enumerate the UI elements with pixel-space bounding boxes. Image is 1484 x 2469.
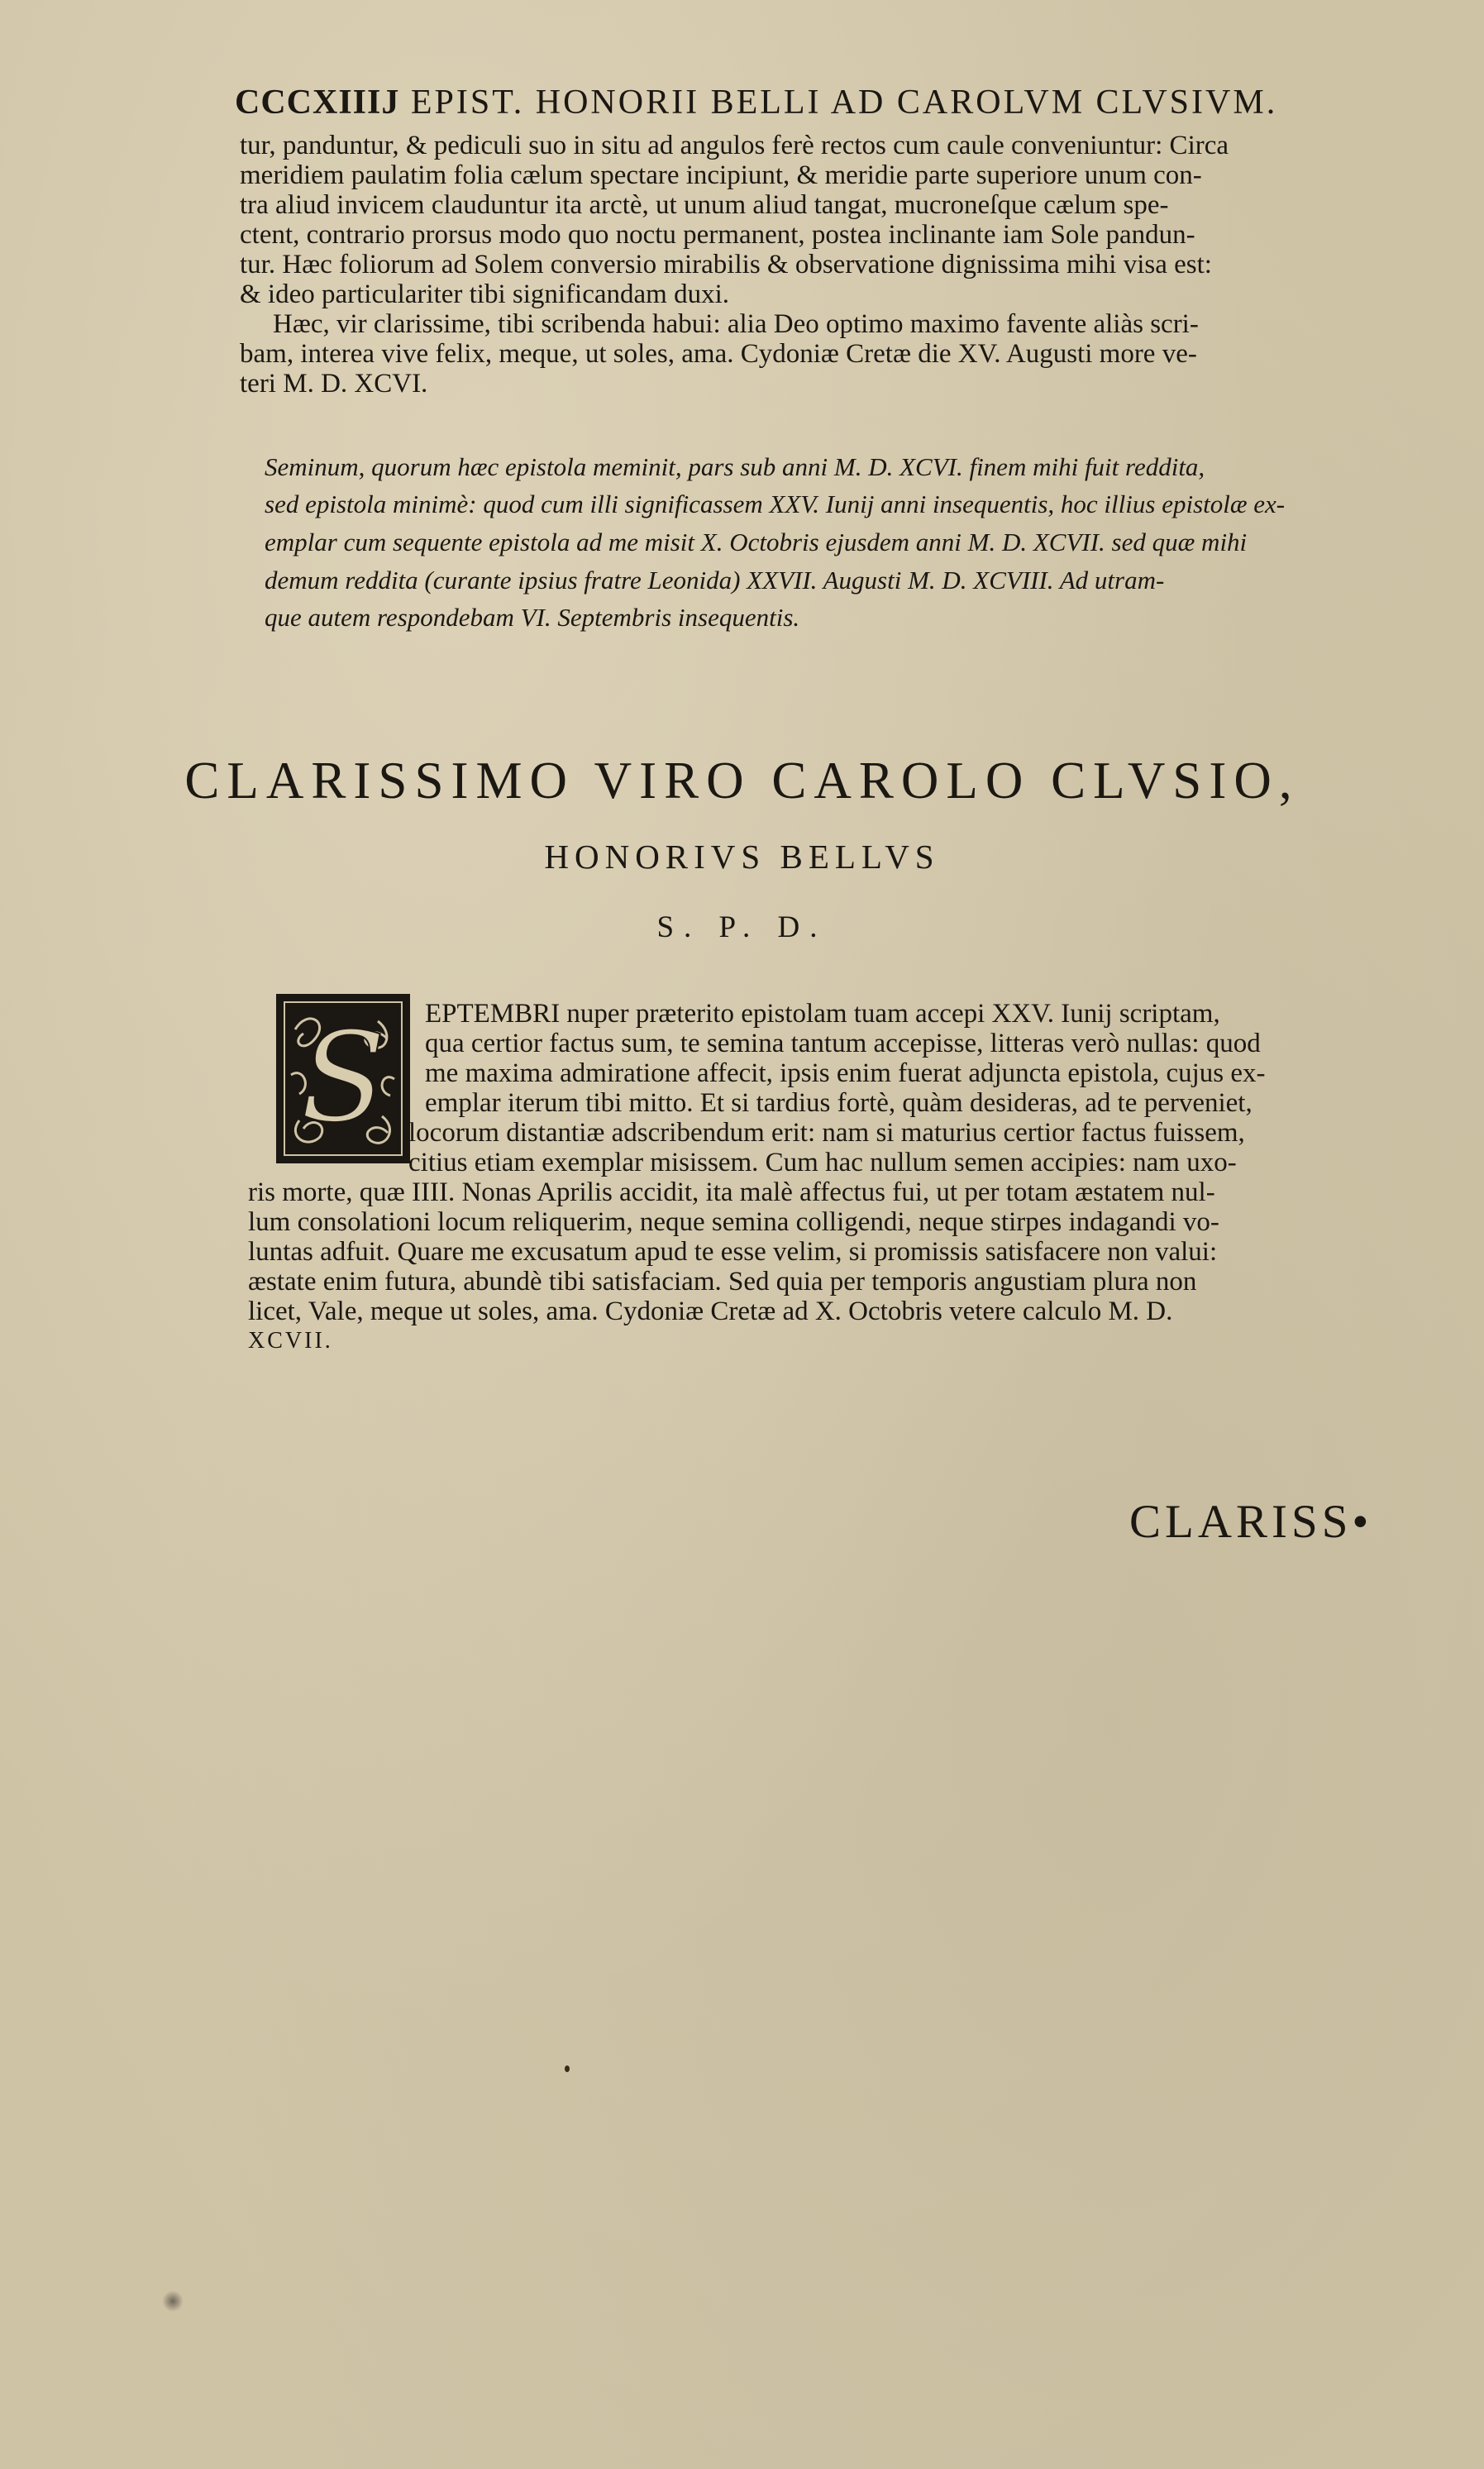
text-line: EPTEMBRI nuper præterito epistolam tuam accepi XXV. Iunij scriptam, (425, 999, 1220, 1029)
text-line: tur, panduntur, & pediculi suo in situ ad angulos ferè rectos cum caule conveniuntur: Circa (240, 131, 1229, 160)
editorial-note-line: Seminum, quorum hæc epistola meminit, pars sub anni M. D. XCVI. finem mihi fuit reddita, (265, 452, 1205, 481)
text-line: citius etiam exemplar misissem. Cum hac nullum semen accipies: nam uxo- (408, 1148, 1237, 1177)
ink-smudge (162, 2290, 184, 2312)
letter-salutation: S. P. D. (656, 910, 828, 944)
text-line: tra aliud invicem clauduntur ita arctè, ut unum aliud tangat, mucroneſque cælum spe- (240, 190, 1169, 220)
text-line: locorum distantiæ adscribendum erit: nam si maturius certior factus fuissem, (408, 1118, 1245, 1148)
running-header (235, 83, 1409, 122)
initial-letter: S (300, 1006, 386, 1150)
ink-dot (565, 2065, 570, 2072)
text-line: ctent, contrario prorsus modo quo noctu permanent, postea inclinante iam Sole pandun- (240, 220, 1195, 250)
text-line: emplar iterum tibi mitto. Et si tardius fortè, quàm desideras, ad te perveniet, (425, 1088, 1253, 1118)
text-line: XCVII. (248, 1328, 333, 1354)
text-line: bam, interea vive felix, meque, ut soles, ama. Cydoniæ Cretæ die XV. Augusti more ve- (240, 339, 1197, 369)
running-title: EPIST. HONORII BELLI AD CAROLVM CLVSIVM. (410, 84, 1278, 122)
text-line: tur. Hæc foliorum ad Solem conversio mirabilis & observatione dignissima mihi visa est: (240, 250, 1212, 279)
editorial-note-line: sed epistola minimè: quod cum illi significassem XXV. Iunij anni insequentis, hoc illius epistolæ ex- (265, 490, 1286, 518)
text-line: meridiem paulatim folia cælum spectare incipiunt, & meridie parte superiore unum con- (240, 160, 1202, 190)
text-line: æstate enim futura, abundè tibi satisfaciam. Sed quia per temporis angustiam plura non (248, 1267, 1197, 1297)
letter-title: CLARISSIMO VIRO CAROLO CLVSIO, (184, 752, 1300, 809)
text-line: Hæc, vir clarissime, tibi scribenda habui: alia Deo optimo maximo favente aliàs scri- (273, 309, 1199, 339)
editorial-note-line: que autem respondebam VI. Septembris insequentis. (265, 603, 800, 632)
ornament-icon (279, 996, 408, 1161)
text-line: teri M. D. XCVI. (240, 369, 428, 399)
decorated-initial (276, 994, 410, 1163)
text-line: & ideo particulariter tibi significandam duxi. (240, 279, 730, 309)
text-line: luntas adfuit. Quare me excusatum apud te esse velim, si promissis satisfacere non valui: (248, 1237, 1218, 1267)
catchword: CLARISS• (1129, 1496, 1373, 1548)
editorial-note-line: emplar cum sequente epistola ad me misit X. Octobris ejusdem anni M. D. XCVII. sed quæ mihi (265, 528, 1248, 556)
text-line: lum consolationi locum reliquerim, neque semina colligendi, neque stirpes indagandi vo- (248, 1207, 1219, 1237)
text-line: ris morte, quæ IIII. Nonas Aprilis accidit, ita malè affectus fui, ut per totam æstatem nul- (248, 1177, 1215, 1207)
folio-number: CCCXIIIJ (235, 84, 400, 122)
letter-author: HONORIVS BELLVS (544, 838, 940, 876)
text-line: qua certior factus sum, te semina tantum accepisse, litteras verò nullas: quod (425, 1029, 1261, 1058)
text-line: licet, Vale, meque ut soles, ama. Cydoniæ Cretæ ad X. Octobris vetere calculo M. D. (248, 1297, 1173, 1326)
text-line: me maxima admiratione affecit, ipsis enim fuerat adjuncta epistola, cujus ex- (425, 1058, 1266, 1088)
editorial-note-line: demum reddita (curante ipsius fratre Leonida) XXVII. Augusti M. D. XCVIII. Ad utram- (265, 566, 1165, 595)
